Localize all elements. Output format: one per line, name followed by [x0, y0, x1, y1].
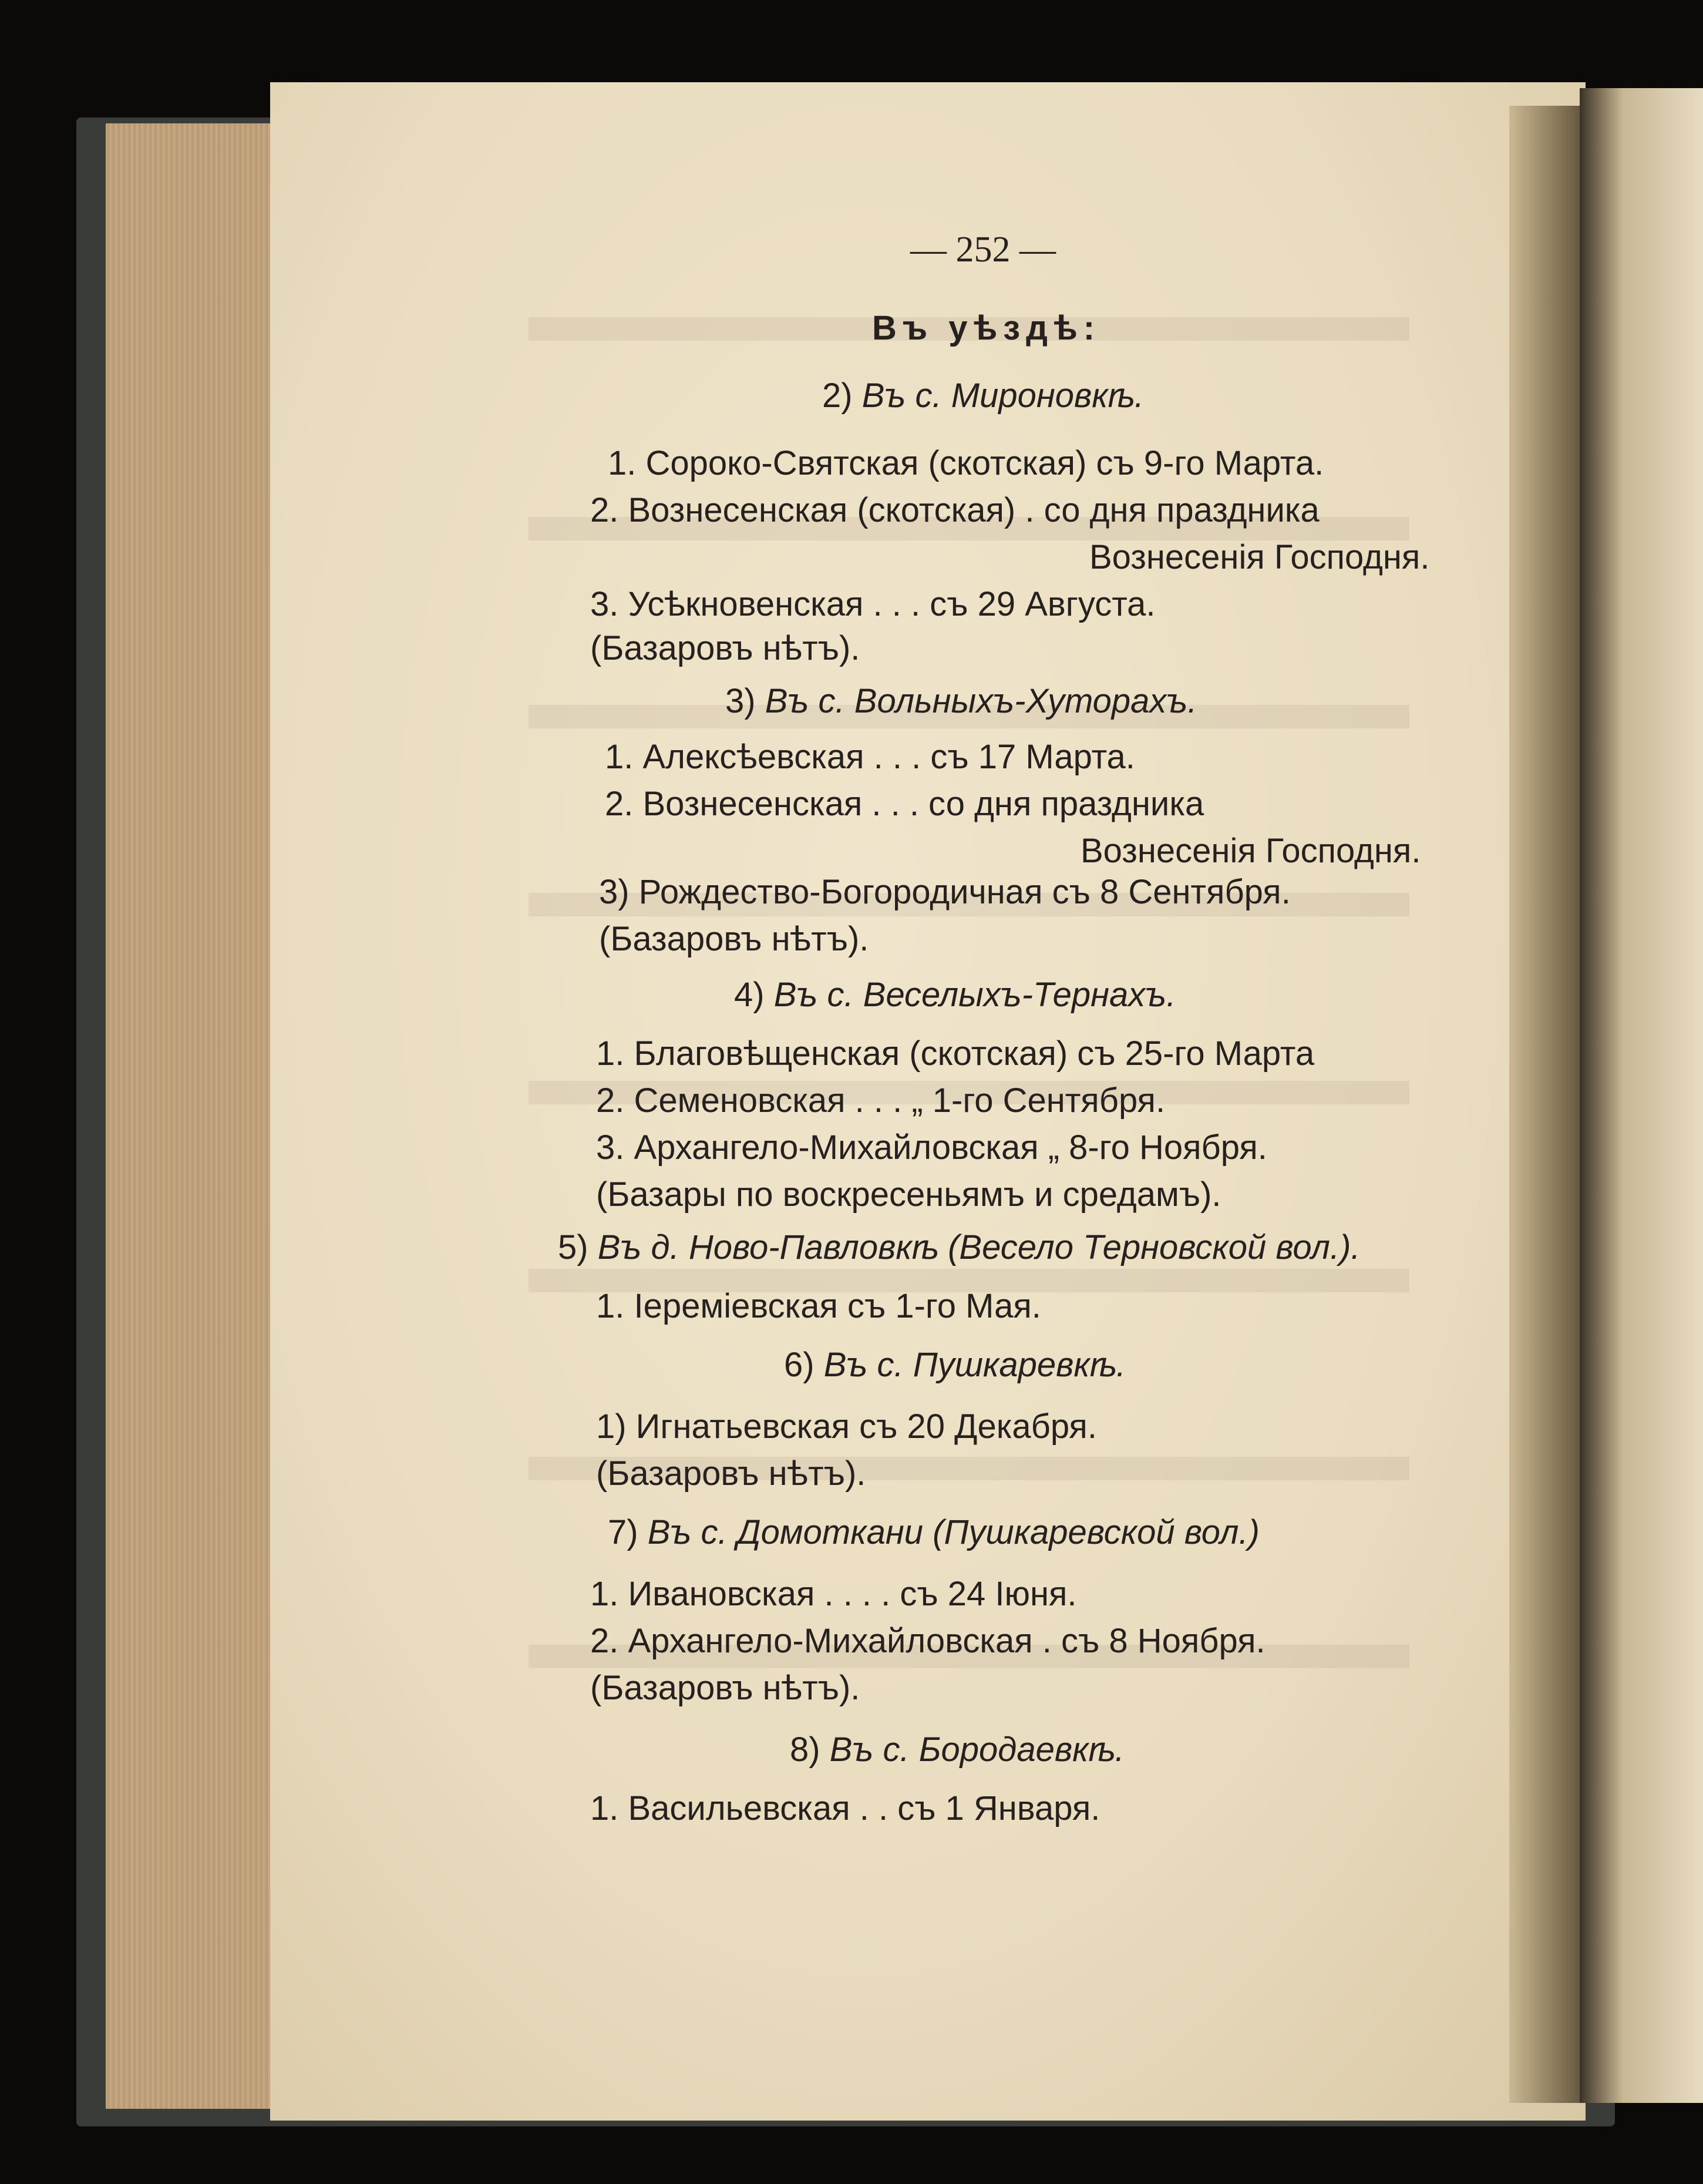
section-volost: (Пушкаревской вол.) [933, 1513, 1260, 1551]
section-title [822, 376, 1144, 415]
section-number: 2) [822, 377, 853, 415]
section-number: 5) [558, 1228, 588, 1266]
entry: (Базаровъ нѣтъ). [599, 920, 869, 958]
section-number: 3) [725, 682, 756, 720]
section-village: Въ с. Домоткани [647, 1513, 923, 1551]
section-title [784, 1345, 1126, 1385]
entry: 3) Рождество-Богородичная съ 8 Сентября. [599, 873, 1291, 911]
section-village: Въ д. Ново-Павловкѣ [597, 1228, 938, 1266]
entry: (Базаровъ нѣтъ). [590, 629, 860, 667]
section-number: 8) [790, 1731, 820, 1769]
entry: 1. Васильевская . . съ 1 Января. [590, 1789, 1100, 1827]
section-village: Въ с. Веселыхъ-Тернахъ. [773, 976, 1176, 1014]
section-village: Въ с. Пушкаревкѣ. [823, 1346, 1126, 1384]
entry: (Базаровъ нѣтъ). [590, 1669, 860, 1707]
entry: 1. Іеремiевская съ 1-го Мая. [596, 1287, 1041, 1325]
entry: 1) Игнатьевская съ 20 Декабря. [596, 1407, 1097, 1446]
entry: 1. Благовѣщенская (скотская) съ 25-го Марта [596, 1034, 1315, 1073]
section-heading: Въ уѣздѣ: [872, 309, 1101, 347]
entry: 3. Усѣкновенская . . . съ 29 Августа. [590, 585, 1156, 623]
page-number: — 252 — [910, 230, 1056, 270]
section-number: 7) [608, 1513, 638, 1551]
section-title [558, 1228, 1361, 1267]
entry: 1. Ивановская . . . . съ 24 Іюня. [590, 1575, 1077, 1613]
section-number: 4) [734, 976, 765, 1014]
entry: (Базары по воскресеньямъ и средамъ). [596, 1175, 1221, 1214]
entry: 2. Архангело-Михайловская . съ 8 Ноября. [590, 1622, 1266, 1660]
entry: 2. Вознесенская (скотская) . со дня праздника [590, 491, 1320, 529]
section-number: 6) [784, 1346, 815, 1384]
entry: Вознесенія Господня. [1081, 832, 1421, 870]
entry: (Базаровъ нѣтъ). [596, 1454, 866, 1493]
section-title [725, 681, 1197, 721]
entry: 2. Семеновская . . . „ 1-го Сентября. [596, 1081, 1166, 1120]
entry: 1. Алексѣевская . . . съ 17 Марта. [605, 738, 1135, 776]
section-volost: (Весело Терновской вол.). [948, 1228, 1361, 1266]
section-title [790, 1730, 1125, 1769]
section-title [608, 1513, 1260, 1552]
section-title [734, 975, 1176, 1014]
entry: 2. Вознесенская . . . со дня праздника [605, 785, 1204, 823]
section-village: Въ с. Бородаевкѣ. [829, 1731, 1125, 1769]
entry: 1. Сороко-Святская (скотская) съ 9-го Марта. [608, 444, 1324, 482]
entry: 3. Архангело-Михайловская „ 8-го Ноября. [596, 1128, 1267, 1167]
entry: Вознесенія Господня. [1089, 538, 1430, 576]
section-village: Въ с. Мироновкѣ. [861, 377, 1144, 415]
section-village: Въ с. Вольныхъ-Хуторахъ. [765, 682, 1197, 720]
